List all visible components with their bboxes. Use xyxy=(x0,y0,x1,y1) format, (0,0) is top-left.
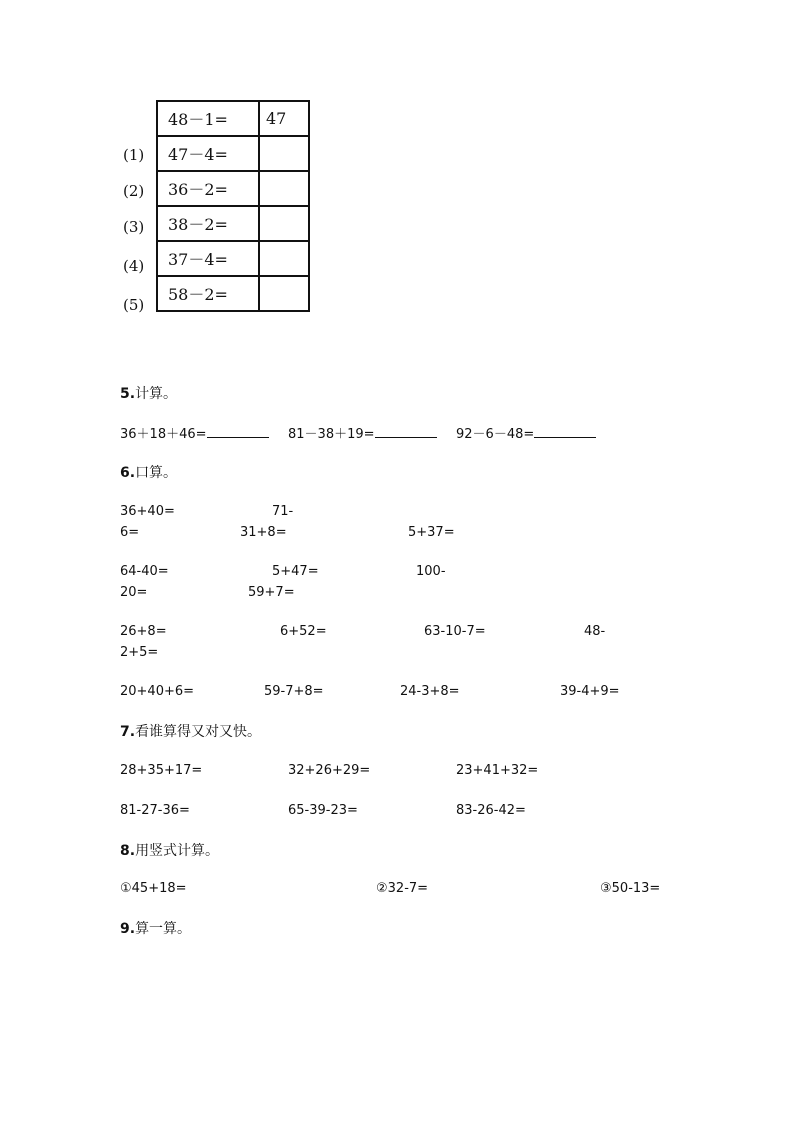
q6-item: 59-7+8= xyxy=(264,684,324,699)
row-label: (5) xyxy=(123,296,145,314)
table-expr: 48－1= xyxy=(157,101,259,136)
row-label: (3) xyxy=(123,218,145,236)
question-6-heading xyxy=(120,464,177,482)
q6-item: 6= xyxy=(120,525,140,540)
table-answer[interactable] xyxy=(259,241,309,276)
q5-expression: 92－6－48= xyxy=(456,427,535,442)
question-number: 8. xyxy=(120,843,136,859)
question-5-heading xyxy=(120,385,177,403)
q7-item: 28+35+17= xyxy=(120,763,203,778)
q6-item: 31+8= xyxy=(240,525,287,540)
question-title: 计算。 xyxy=(135,386,178,402)
q6-item: 71- xyxy=(272,504,294,519)
table-answer[interactable] xyxy=(259,171,309,206)
table-answer[interactable] xyxy=(259,136,309,171)
q7-item: 81-27-36= xyxy=(120,803,190,818)
question-title: 看谁算得又对又快。 xyxy=(135,724,262,740)
calc-table xyxy=(156,100,310,312)
table-expr: 38－2= xyxy=(157,206,259,241)
table-expr: 36－2= xyxy=(157,171,259,206)
question-9-heading xyxy=(120,920,191,938)
question-number: 5. xyxy=(120,386,136,402)
q5-expression: 36＋18＋46= xyxy=(120,427,207,442)
q8-item: ①45+18= xyxy=(120,881,187,896)
answer-blank[interactable] xyxy=(534,425,596,438)
table-answer[interactable] xyxy=(259,276,309,311)
question-number: 7. xyxy=(120,724,136,740)
q6-item: 5+37= xyxy=(408,525,455,540)
question-title: 口算。 xyxy=(135,465,178,481)
question-number: 6. xyxy=(120,465,136,481)
q6-item: 36+40= xyxy=(120,504,175,519)
q7-item: 65-39-23= xyxy=(288,803,358,818)
q7-item: 32+26+29= xyxy=(288,763,371,778)
row-label: (2) xyxy=(123,182,145,200)
q6-item: 20+40+6= xyxy=(120,684,195,699)
q6-item: 20= xyxy=(120,585,148,600)
q5-item xyxy=(120,425,269,443)
table-answer[interactable] xyxy=(259,206,309,241)
table-row xyxy=(157,241,309,276)
q6-item: 64-40= xyxy=(120,564,169,579)
q6-item: 100- xyxy=(416,564,446,579)
table-expr: 37－4= xyxy=(157,241,259,276)
table-row xyxy=(157,206,309,241)
question-title: 用竖式计算。 xyxy=(135,843,220,859)
row-label: (1) xyxy=(123,146,145,164)
q8-item: ③50-13= xyxy=(600,881,661,896)
q7-item: 83-26-42= xyxy=(456,803,526,818)
q6-item: 63-10-7= xyxy=(424,624,486,639)
q6-item: 59+7= xyxy=(248,585,295,600)
q7-item: 23+41+32= xyxy=(456,763,539,778)
q6-item: 6+52= xyxy=(280,624,327,639)
question-number: 9. xyxy=(120,921,136,937)
q5-expression: 81－38＋19= xyxy=(288,427,375,442)
table-row xyxy=(157,171,309,206)
q6-item: 2+5= xyxy=(120,645,159,660)
table-row xyxy=(157,101,309,136)
question-7-heading xyxy=(120,723,261,741)
q6-item: 5+47= xyxy=(272,564,319,579)
table-expr: 47－4= xyxy=(157,136,259,171)
q6-item: 48- xyxy=(584,624,606,639)
q5-item xyxy=(288,425,437,443)
question-title: 算一算。 xyxy=(135,921,192,937)
question-8-heading xyxy=(120,842,219,860)
table-row xyxy=(157,276,309,311)
answer-blank[interactable] xyxy=(207,425,269,438)
row-label: (4) xyxy=(123,257,145,275)
table-expr: 58－2= xyxy=(157,276,259,311)
q8-item: ②32-7= xyxy=(376,881,429,896)
q6-item: 39-4+9= xyxy=(560,684,620,699)
answer-blank[interactable] xyxy=(375,425,437,438)
q6-item: 26+8= xyxy=(120,624,167,639)
q6-item: 24-3+8= xyxy=(400,684,460,699)
q5-item xyxy=(456,425,596,443)
table-answer: 47 xyxy=(259,101,309,136)
table-row xyxy=(157,136,309,171)
